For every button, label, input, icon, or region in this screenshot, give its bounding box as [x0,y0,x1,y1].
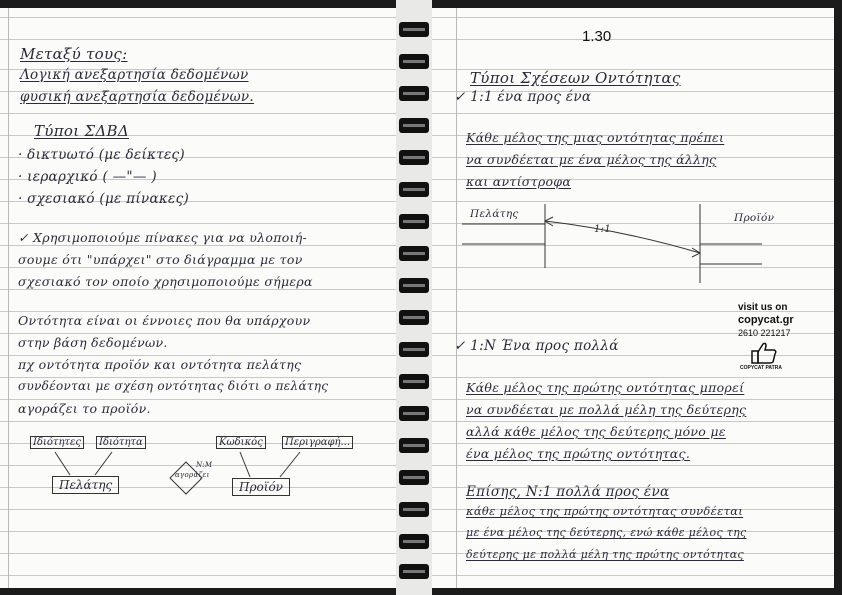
left-line-9: σουμε ότι "υπάρχει" στο διάγραμμα με τον [18,252,303,267]
left-line-15: αγοράζει το προϊόν. [18,401,151,416]
right-line-10: ένα μέλος της πρώτης οντότητας. [466,446,691,461]
table-right-header: Προϊόν [734,212,775,224]
advert-line-3: 2610 221217 [738,328,791,338]
attribute-box-4: Περιγραφή... [282,436,353,449]
right-page [432,8,834,588]
attribute-box-1: Ιδιότητες [30,436,84,449]
ring [399,406,429,421]
ring [399,374,429,389]
left-line-12: στην βάση δεδομένων. [18,335,168,350]
table-left-header: Πελάτης [470,208,519,220]
ring [399,342,429,357]
right-line-14: δεύτερης με πολλά μέλη της πρώτης οντότητας [466,548,744,561]
right-line-7: Κάθε μέλος της πρώτης οντότητας μπορεί [466,380,745,395]
attribute-box-2: Ιδιότητα [96,436,146,449]
left-line-10: σχεσιακό τον οποίο χρησιμοποιούμε σήμερα [18,274,313,289]
right-line-2: ✓ 1:1 ένα προς ένα [454,89,592,105]
advert-line-1: visit us on [738,302,788,313]
ring [399,564,429,579]
relationship-sketch [432,8,834,588]
left-line-5: · δικτυωτό (με δείκτες) [18,147,185,163]
ring [399,246,429,261]
table-relation-label: 1:1 [594,224,611,235]
relation-label: αγοράζει [175,471,210,479]
left-line-2: Λογική ανεξαρτησία δεδομένων [20,67,249,83]
ring [399,214,429,229]
entity-product: Προϊόν [232,478,290,496]
left-line-6: · ιεραρχικό ( —"— ) [18,169,157,185]
ring [399,534,429,549]
left-line-7: · σχεσιακό (με πίνακες) [18,191,190,207]
right-line-8: να συνδέεται με πολλά μέλη της δεύτερης [466,402,747,417]
left-line-3: φυσική ανεξαρτησία δεδομένων. [20,89,254,105]
left-line-8: ✓ Χρησιμοποιούμε πίνακες για να υλοποιή- [18,230,308,245]
thumbs-up-icon [750,341,778,365]
ring [399,502,429,517]
ring [399,118,429,133]
left-line-13: πχ οντότητα προϊόν και οντότητα πελάτης [18,357,302,372]
left-line-1: Μεταξύ τους: [20,45,128,63]
right-line-9: αλλά κάθε μέλος της δεύτερης μόνο με [466,424,726,439]
left-page [0,8,396,588]
left-line-14: συνδέονται με σχέση οντότητας διότι ο πελάτης [18,379,329,393]
ring [399,150,429,165]
left-line-11: Οντότητα είναι οι έννοιες που θα υπάρχουν [18,313,311,328]
relation-mark: N:M [196,461,213,469]
advert-line-2: copycat.gr [738,314,794,326]
right-line-6: ✓ 1:Ν Ένα προς πολλά [454,338,619,354]
left-line-4: Τύποι ΣΔΒΔ [34,122,129,140]
er-diagram-lines [0,8,396,588]
ring [399,182,429,197]
right-line-11: Επίσης, Ν:1 πολλά προς ένα [466,484,670,500]
attribute-box-3: Κωδικός [216,436,266,449]
right-line-1: Τύποι Σχέσεων Οντότητας [470,69,681,87]
right-line-4: να συνδέεται με ένα μέλος της άλλης [466,152,717,167]
ring [399,438,429,453]
right-line-3: Κάθε μέλος της μιας οντότητας πρέπει [466,130,725,145]
right-line-5: και αντίστροφα [466,174,572,189]
right-line-12: κάθε μέλος της πρώτης οντότητας συνδέεται [466,504,744,518]
right-line-13: με ένα μέλος της δεύτερης, ενώ κάθε μέλος της [466,526,747,539]
ring [399,54,429,69]
entity-customer: Πελάτης [52,476,119,494]
page-number: 1.30 [582,28,612,45]
ring [399,470,429,485]
advert-line-4: COPYCAT PATRA [740,365,782,371]
ring [399,278,429,293]
ring [399,22,429,37]
ring [399,310,429,325]
ring [399,86,429,101]
